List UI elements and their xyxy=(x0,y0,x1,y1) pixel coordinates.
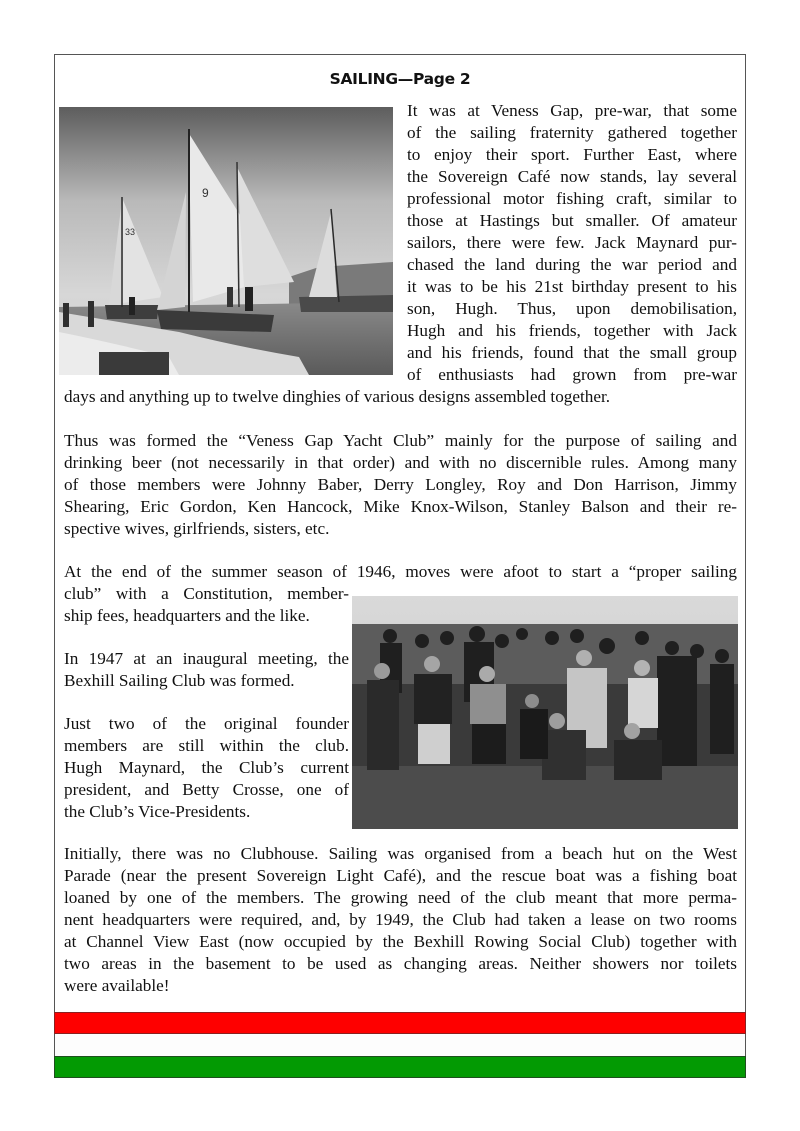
page-title: SAILING—Page 2 xyxy=(329,70,471,88)
text-line: Parade (near the present Sovereign Light Café), and the rescue boat was a fishing boat xyxy=(64,866,737,885)
text-line: At the end of the summer season of 1946, moves were afoot to start a “proper sailing xyxy=(64,562,737,581)
text-line: professional motor fishing craft, similar to xyxy=(407,189,737,208)
paragraph-founder-members xyxy=(64,713,349,823)
text-line: chased the land during the war period and xyxy=(407,255,737,274)
text-line: the Sovereign Café now stands, lay several xyxy=(407,167,737,186)
footer-stripe-white xyxy=(54,1034,746,1056)
group-photo-image-icon xyxy=(352,596,738,829)
svg-text:33: 33 xyxy=(125,227,136,237)
text-line: of enthusiasts had grown from pre-war xyxy=(407,365,737,384)
text-line: sailors, there were few. Jack Maynard pur- xyxy=(407,233,737,252)
paragraph-1946-season-wrap xyxy=(64,583,349,627)
text-line: it was to be his 21st birthday present to his xyxy=(407,277,737,296)
text-line: days and anything up to twelve dinghies of various designs assembled together. xyxy=(64,387,611,406)
text-line: Shearing, Eric Gordon, Ken Hancock, Mike Knox-Wilson, Stanley Balson and their re- xyxy=(64,497,737,516)
text-line: members are still within the club. xyxy=(64,736,349,755)
text-line: the Club’s Vice-Presidents. xyxy=(64,802,251,821)
footer-stripe-red xyxy=(54,1012,746,1034)
text-line: at Channel View East (now occupied by the Bexhill Rowing Social Club) together with xyxy=(64,932,737,951)
text-line: those at Hastings but smaller. Of amateur xyxy=(407,211,737,230)
text-line: ship fees, headquarters and the like. xyxy=(64,606,310,625)
text-line: president, and Betty Crosse, one of xyxy=(64,780,349,799)
sailing-dinghies-image-icon xyxy=(59,107,393,375)
text-line: to enjoy their sport. Further East, where xyxy=(407,145,737,164)
paragraph-yacht-club xyxy=(64,430,737,540)
paragraph-clubhouse xyxy=(64,843,737,997)
footer-stripe-green xyxy=(54,1056,746,1078)
text-line: In 1947 at an inaugural meeting, the xyxy=(64,649,349,668)
paragraph-veness-gap xyxy=(407,100,737,386)
text-line: Initially, there was no Clubhouse. Sailing was organised from a beach hut on the West xyxy=(64,844,737,863)
text-line: loaned by one of the members. The growing need of the club meant that more perma- xyxy=(64,888,737,907)
photo-sailing-dinghies xyxy=(59,107,393,375)
text-line: Hugh Maynard, the Club’s current xyxy=(64,758,349,777)
text-line: spective wives, girlfriends, sisters, etc. xyxy=(64,519,330,538)
text-line: son, Hugh. Thus, upon demobilisation, xyxy=(407,299,737,318)
text-line: Thus was formed the “Veness Gap Yacht Club” mainly for the purpose of sailing and xyxy=(64,431,737,450)
text-line: drinking beer (not necessarily in that order) and with no discernible rules. Among many xyxy=(64,453,737,472)
text-line: Hugh and his friends, together with Jack xyxy=(407,321,737,340)
text-line: of the sailing fraternity gathered together xyxy=(407,123,737,142)
text-line: club” with a Constitution, member- xyxy=(64,584,349,603)
photo-club-members-group xyxy=(352,596,738,829)
text-line: were available! xyxy=(64,976,170,995)
text-line: and his friends, found that the small group xyxy=(407,343,737,362)
text-line: two areas in the basement to be used as changing areas. Neither showers nor toilets xyxy=(64,954,737,973)
svg-text:9: 9 xyxy=(202,186,209,200)
text-line: Bexhill Sailing Club was formed. xyxy=(64,671,295,690)
paragraph-1946-season xyxy=(64,561,737,583)
paragraph-veness-gap-tail xyxy=(64,386,737,408)
text-line: nent headquarters were required, and, by 1949, the Club had taken a lease on two rooms xyxy=(64,910,737,929)
text-line: It was at Veness Gap, pre-war, that some xyxy=(407,101,737,120)
text-line: of those members were Johnny Baber, Derry Longley, Roy and Don Harrison, Jimmy xyxy=(64,475,737,494)
paragraph-inaugural-meeting xyxy=(64,648,349,692)
text-line: Just two of the original founder xyxy=(64,714,349,733)
